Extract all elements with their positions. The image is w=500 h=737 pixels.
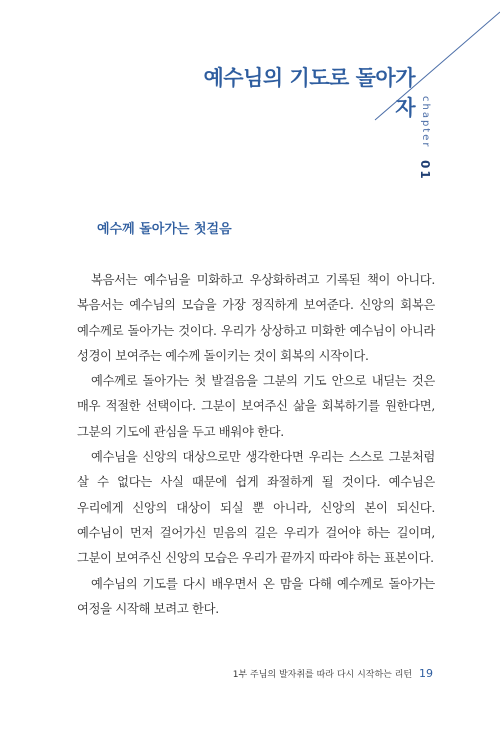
chapter-number: 01 — [418, 159, 432, 181]
paragraph: 예수님의 기도를 다시 배우면서 온 맘을 다해 예수께로 돌아가는 여정을 시작해 보려고 한다. — [77, 576, 435, 616]
page-footer — [218, 667, 433, 680]
chapter-title: 예수님의 기도로 돌아가자 — [203, 66, 415, 120]
paragraph: 복음서는 예수님을 미화하고 우상화하려고 기록된 책이 아니다. 복음서는 예수님의 모습을 가장 정직하게 보여준다. 신앙의 회복은 예수께로 돌아가는 것이다. 우리가 상상하고 미화한 예수님이 아니라 성경이 보여주는 예수께 돌이키는 것이 회복의 시작이다. — [77, 273, 435, 363]
paragraph: 예수께로 돌아가는 첫 발걸음을 그분의 기도 안으로 내딛는 것은 매우 적절한 선택이다. 그분이 보여주신 삶을 회복하기를 원한다면, 그분의 기도에 관심을 두고 배워야 한다. — [77, 374, 435, 439]
page-number: 19 — [419, 667, 433, 680]
running-title: 1부 주님의 발자취를 따라 다시 시작하는 리턴 — [232, 670, 413, 680]
chapter-marker — [418, 96, 432, 180]
body-text — [77, 268, 435, 622]
paragraph: 예수님을 신앙의 대상으로만 생각한다면 우리는 스스로 그분처럼 살 수 없다는 사실 때문에 쉽게 좌절하게 될 것이다. 예수님은 우리에게 신앙의 대상이 되실 뿐 아니라, 신앙의 본이 되신다. 예수님이 먼저 걸어가신 믿음의 길은 우리가 걸어야 하는 길이며, 그분이 보여주신 신앙의 모습은 우리가 끝까지 따라야 하는 표본이다. — [77, 450, 435, 566]
section-title: 예수께 돌아가는 첫걸음 — [97, 222, 232, 237]
chapter-label: chapter — [420, 96, 431, 149]
